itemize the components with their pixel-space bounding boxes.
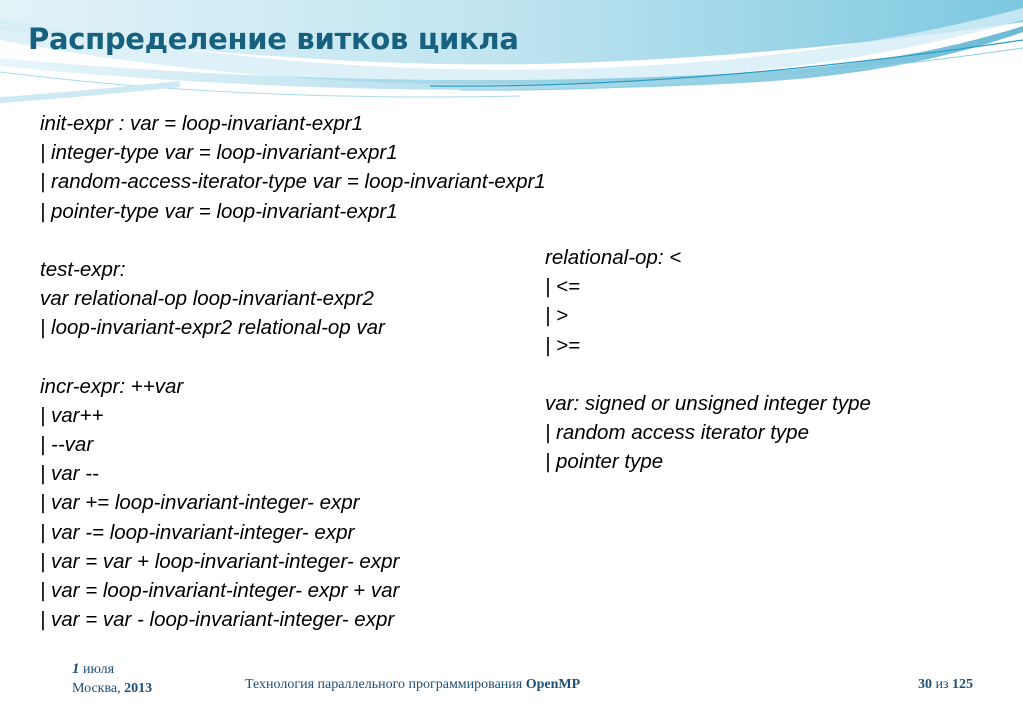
footer-city: Москва, — [72, 681, 125, 696]
grammar-line: | var = loop-invariant-integer- expr + var — [40, 579, 400, 602]
grammar-line: var relational-op loop-invariant-expr2 — [40, 287, 374, 311]
grammar-line: | var++ — [40, 403, 104, 427]
blank-line — [40, 226, 546, 255]
grammar-line: | >= — [545, 333, 580, 357]
footer-course-bold: OpenMP — [525, 677, 581, 692]
footer-page-number — [918, 677, 973, 693]
footer-day: 1 — [72, 661, 80, 677]
grammar-line: | var -- — [40, 462, 99, 486]
blank-line — [545, 360, 871, 389]
grammar-line: | var -= loop-invariant-integer- expr — [40, 520, 355, 544]
footer-month: июля — [79, 662, 115, 677]
grammar-line: | random access iterator type — [545, 421, 809, 445]
grammar-line: | > — [545, 304, 568, 328]
grammar-line: init-expr : var = loop-invariant-expr1 — [40, 112, 364, 135]
slide-title: Распределение витков цикла — [28, 22, 519, 56]
grammar-right-column — [545, 243, 871, 477]
grammar-line: | --var — [40, 433, 94, 457]
grammar-left-column — [40, 109, 546, 634]
grammar-line: | var += loop-invariant-integer- expr — [40, 491, 360, 515]
grammar-line: | pointer type — [545, 450, 664, 474]
grammar-line: incr-expr: ++var — [40, 374, 184, 398]
grammar-line: | pointer-type var = loop-invariant-expr1 — [40, 199, 398, 223]
grammar-line: relational-op: < — [545, 246, 682, 269]
grammar-line: | var = var - loop-invariant-integer- expr — [40, 608, 395, 632]
grammar-line: | integer-type var = loop-invariant-expr1 — [40, 141, 398, 165]
grammar-line: | var = var + loop-invariant-integer- expr — [40, 549, 400, 573]
grammar-line: var: signed or unsigned integer type — [545, 391, 871, 415]
page-total: 125 — [952, 677, 974, 692]
footer-date — [72, 660, 152, 698]
footer-course-title — [245, 677, 580, 693]
grammar-line: | random-access-iterator-type var = loop-invariant-expr1 — [40, 170, 546, 194]
grammar-line: test-expr: — [40, 257, 126, 281]
footer-year: 2013 — [124, 681, 153, 696]
grammar-line: | loop-invariant-expr2 relational-op var — [40, 316, 385, 340]
blank-line — [40, 343, 546, 372]
grammar-line: | <= — [545, 275, 580, 299]
footer-course-text: Технология параллельного программирования — [245, 677, 526, 692]
page-current: 30 — [918, 677, 932, 692]
page-separator: из — [932, 677, 953, 692]
